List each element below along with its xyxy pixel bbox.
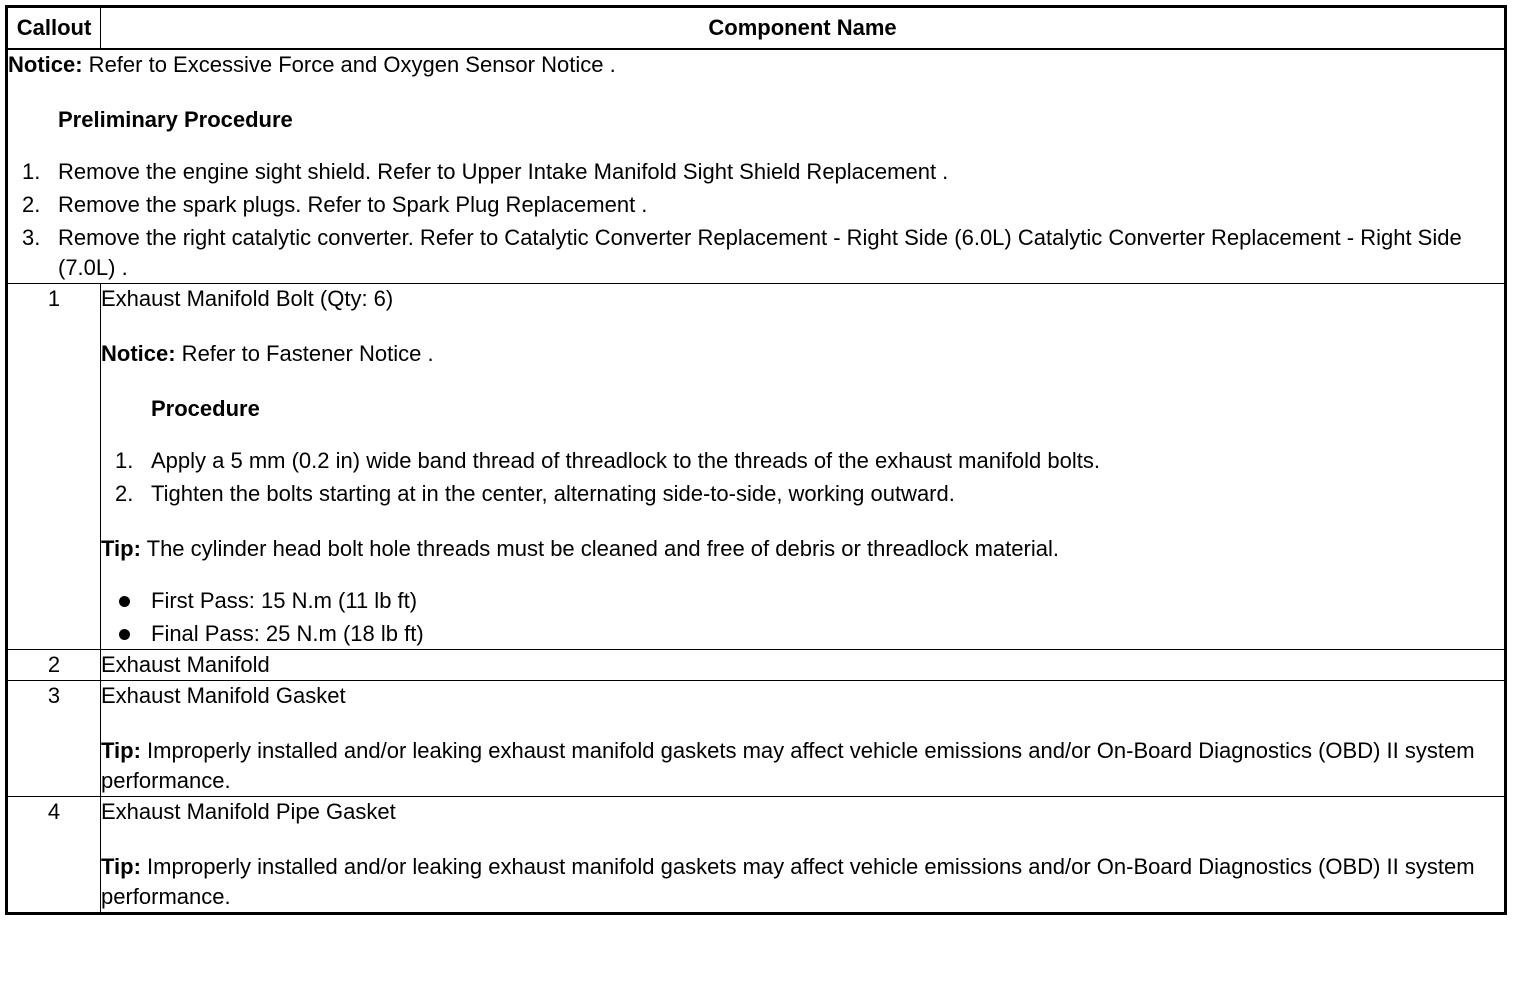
tip-text: Improperly installed and/or leaking exhaust manifold gaskets may affect vehicle emissions and/or On-Board Diagnostics (OBD) II system performance. bbox=[101, 854, 1475, 909]
callout-number: 1 bbox=[7, 284, 101, 650]
bullet-text: First Pass: 15 N.m (11 lb ft) bbox=[151, 588, 418, 613]
table-row bbox=[7, 650, 1506, 681]
preliminary-cell bbox=[7, 49, 1506, 284]
component-name: Exhaust Manifold bbox=[101, 652, 270, 677]
component-name: Exhaust Manifold Bolt (Qty: 6) bbox=[101, 286, 394, 311]
step-number: 1. bbox=[22, 159, 41, 184]
list-item bbox=[101, 446, 1504, 476]
notice-label: Notice: bbox=[8, 52, 83, 77]
component-tip bbox=[101, 736, 1504, 796]
component-notice bbox=[101, 339, 1504, 369]
preliminary-notice bbox=[8, 50, 1504, 80]
list-item bbox=[8, 190, 1504, 220]
tip-label: Tip: bbox=[101, 854, 141, 879]
procedure-heading: Procedure bbox=[151, 396, 260, 421]
bullet-icon bbox=[119, 629, 130, 640]
tip-text: Improperly installed and/or leaking exhaust manifold gaskets may affect vehicle emissions and/or On-Board Diagnostics (OBD) II system performance. bbox=[101, 738, 1475, 793]
tip-label: Tip: bbox=[101, 738, 141, 763]
component-cell bbox=[101, 650, 1506, 681]
step-number: 2. bbox=[22, 192, 41, 217]
tip-text: The cylinder head bolt hole threads must be cleaned and free of debris or threadlock material. bbox=[140, 536, 1059, 561]
bullet-icon bbox=[119, 596, 130, 607]
notice-text: Refer to Fastener Notice . bbox=[175, 341, 434, 366]
notice-label: Notice: bbox=[101, 341, 176, 366]
component-name-column-header: Component Name bbox=[101, 7, 1506, 50]
component-cell bbox=[101, 797, 1506, 914]
step-text: Remove the spark plugs. Refer to Spark Plug Replacement . bbox=[58, 192, 648, 217]
component-table bbox=[5, 5, 1507, 915]
tip-label: Tip: bbox=[101, 536, 141, 561]
table-row bbox=[7, 681, 1506, 797]
step-text: Remove the engine sight shield. Refer to Upper Intake Manifold Sight Shield Replacement . bbox=[58, 159, 949, 184]
table-header-row bbox=[7, 7, 1506, 50]
callout-number: 3 bbox=[7, 681, 101, 797]
list-item bbox=[8, 157, 1504, 187]
callout-number: 4 bbox=[7, 797, 101, 914]
list-item bbox=[101, 619, 1504, 649]
component-cell bbox=[101, 284, 1506, 650]
callout-column-header: Callout bbox=[7, 7, 101, 50]
component-cell bbox=[101, 681, 1506, 797]
component-name: Exhaust Manifold Gasket bbox=[101, 683, 346, 708]
callout-number: 2 bbox=[7, 650, 101, 681]
step-text: Tighten the bolts starting at in the center, alternating side-to-side, working outward. bbox=[151, 481, 955, 506]
step-number: 3. bbox=[22, 225, 41, 250]
list-item bbox=[101, 479, 1504, 509]
table-row bbox=[7, 284, 1506, 650]
step-number: 1. bbox=[115, 448, 134, 473]
step-number: 2. bbox=[115, 481, 134, 506]
preliminary-steps bbox=[8, 157, 1504, 283]
notice-text: Refer to Excessive Force and Oxygen Sensor Notice . bbox=[82, 52, 616, 77]
procedure-steps bbox=[101, 446, 1504, 509]
component-tip bbox=[101, 852, 1504, 912]
list-item bbox=[8, 223, 1504, 283]
list-item bbox=[101, 586, 1504, 616]
component-name: Exhaust Manifold Pipe Gasket bbox=[101, 799, 396, 824]
preliminary-procedure-heading: Preliminary Procedure bbox=[58, 107, 293, 132]
bullet-text: Final Pass: 25 N.m (18 lb ft) bbox=[151, 621, 424, 646]
step-text: Apply a 5 mm (0.2 in) wide band thread of threadlock to the threads of the exhaust manifold bolts. bbox=[151, 448, 1100, 473]
step-text: Remove the right catalytic converter. Refer to Catalytic Converter Replacement - Right Side (6.0L) Catalytic Converter Replacement - Right Side (7.0L) . bbox=[58, 225, 1462, 280]
torque-specs bbox=[101, 586, 1504, 649]
table-row bbox=[7, 797, 1506, 914]
preliminary-row bbox=[7, 49, 1506, 284]
component-tip bbox=[101, 534, 1504, 564]
